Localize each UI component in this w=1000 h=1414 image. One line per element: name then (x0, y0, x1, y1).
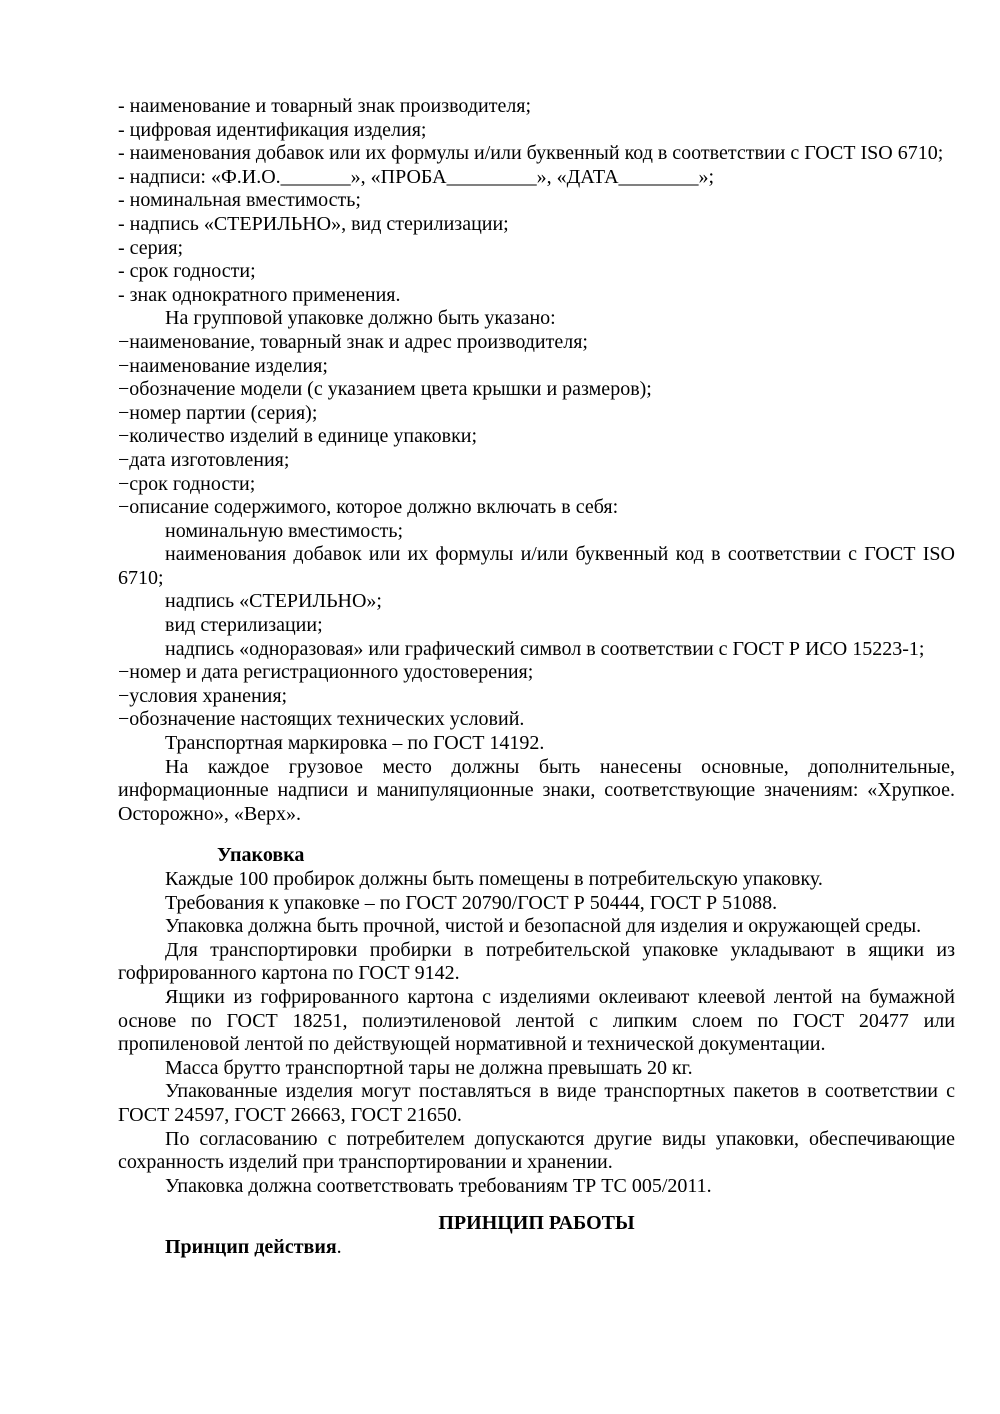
marking-list-item: - надпись «СТЕРИЛЬНО», вид стерилизации; (118, 212, 509, 235)
group-list-item: −описание содержимого, которое должно включать в себя: (118, 496, 619, 519)
marking-list-item: - цифровая идентификация изделия; (118, 118, 427, 141)
content-sub-item: надпись «одноразовая» или графический символ в соответствии с ГОСТ Р ИСО 15223-1; (165, 637, 925, 660)
packaging-paragraph: Упаковка должна быть прочной, чистой и безопасной для изделия и окружающей среды. (165, 915, 922, 938)
packaging-heading: Упаковка (217, 844, 305, 867)
content-sub-item: номинальную вместимость; (165, 519, 404, 542)
marking-list-item: - наименование и товарный знак производителя; (118, 95, 532, 117)
cargo-marking-paragraph: На каждое грузовое место должны быть нанесены основные, дополнительные, информационные надписи и манипуляционные знаки, соответствующие значениям: «Хрупкое. Осторожно», «Верх». (118, 755, 955, 825)
marking-list-item: - наименования добавок или их формулы и/или буквенный код в соответствии с ГОСТ ISO 6710; (118, 142, 944, 165)
packaging-paragraph: Масса брутто транспортной тары не должна превышать 20 кг. (165, 1056, 693, 1079)
principle-lead (118, 1236, 955, 1260)
group-list-item: −дата изготовления; (118, 448, 290, 471)
marking-list-item: - срок годности; (118, 260, 256, 283)
group-list-item: −обозначение модели (с указанием цвета крышки и размеров); (118, 378, 652, 401)
transport-marking-block (118, 732, 955, 826)
consumer-marking-list (118, 95, 955, 307)
packaging-paragraph: Для транспортировки пробирки в потребительской упаковке укладывают в ящики из гофрированного картона по ГОСТ 9142. (118, 938, 955, 985)
group-list-item: −количество изделий в единице упаковки; (118, 425, 478, 448)
content-sub-item: вид стерилизации; (165, 614, 323, 637)
transport-marking-paragraph: Транспортная маркировка – по ГОСТ 14192. (165, 732, 545, 755)
packaging-paragraph: Ящики из гофрированного картона с изделиями оклеивают клеевой лентой на бумажной основе по ГОСТ 18251, полиэтиленовой лентой с липким слоем по ГОСТ 20477 или пропиленовой лентой по действующей нормативной и технической документации. (118, 985, 955, 1056)
group-list-item: −наименование, товарный знак и адрес производителя; (118, 330, 588, 353)
marking-list-item: - серия; (118, 236, 184, 259)
packaging-paragraph: По согласованию с потребителем допускаются другие виды упаковки, обеспечивающие сохранность изделий при транспортировании и хранении. (118, 1127, 955, 1174)
principle-section (118, 1212, 955, 1259)
group-list-item: −обозначение настоящих технических условий. (118, 708, 525, 731)
packaging-paragraph: Требования к упаковке – по ГОСТ 20790/ГОСТ Р 50444, ГОСТ Р 51088. (165, 891, 778, 914)
content-sub-item: наименования добавок или их формулы и/или буквенный код в соответствии с ГОСТ ISO 6710; (118, 543, 955, 589)
marking-list-item: - надписи: «Ф.И.О._______», «ПРОБА_________», «ДАТА________»; (118, 165, 715, 188)
content-sub-item: надпись «СТЕРИЛЬНО»; (165, 590, 382, 613)
group-packaging-list (118, 307, 955, 732)
marking-list-item: - номинальная вместимость; (118, 189, 361, 212)
principle-lead-tail: . (336, 1235, 342, 1258)
group-list-item: −наименование изделия; (118, 354, 328, 377)
principle-lead-bold: Принцип действия (165, 1235, 337, 1258)
group-list-item: −номер и дата регистрационного удостоверения; (118, 661, 534, 684)
group-list-item: −номер партии (серия); (118, 401, 318, 424)
group-list-item: −срок годности; (118, 472, 256, 495)
group-list-intro: На групповой упаковке должно быть указано: (165, 307, 556, 330)
group-list-item: −условия хранения; (118, 684, 288, 707)
packaging-paragraph: Упакованные изделия могут поставляться в виде транспортных пакетов в соответствии с ГОСТ 24597, ГОСТ 26663, ГОСТ 21650. (118, 1080, 955, 1126)
packaging-paragraph: Каждые 100 пробирок должны быть помещены в потребительскую упаковку. (165, 868, 823, 890)
marking-list-item: - знак однократного применения. (118, 283, 401, 306)
packaging-section (118, 844, 955, 1198)
packaging-paragraph: Упаковка должна соответствовать требованиям ТР ТС 005/2011. (165, 1174, 712, 1197)
principle-heading: ПРИНЦИП РАБОТЫ (438, 1212, 635, 1235)
